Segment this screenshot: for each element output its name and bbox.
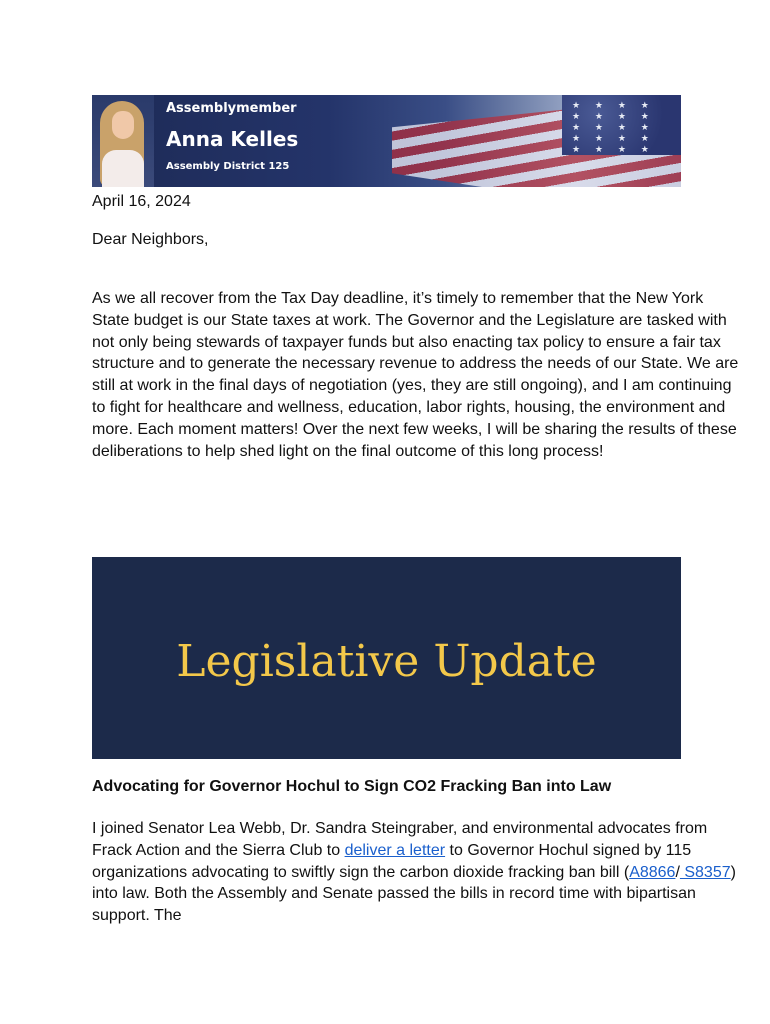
- portrait-body: [102, 150, 144, 187]
- section-body-paragraph: [92, 818, 742, 927]
- deliver-letter-link[interactable]: deliver a letter: [344, 841, 446, 859]
- section-body-text: I joined Senator Lea Webb, Dr. Sandra Steingraber, and environmental advocates from Frack Action and the Sierra Club to: [92, 820, 708, 859]
- flag-stars-graphic: ★ ★ ★ ★ ★ ★ ★ ★ ★ ★ ★ ★ ★ ★ ★ ★ ★ ★ ★ ★: [572, 101, 655, 155]
- legislative-update-banner: [92, 557, 681, 759]
- letter-intro-paragraph: As we all recover from the Tax Day deadline, it’s timely to remember that the New York State budget is our State taxes at work. The Governor and the Legislature are tasked with not only being stewards of taxpayer funds but also enacting tax policy to ensure a fair tax structure and to generate the necessary revenue to address the needs of our State. We are still at work in the final days of negotiation (yes, they are still ongoing), and I am continuing to fight for healthcare and wellness, education, labor rights, housing, the environment and more. Each moment matters! Over the next few weeks, I will be sharing the results of these deliberations to help shed light on the final outcome of this long process!: [92, 290, 739, 460]
- portrait-photo: [92, 95, 154, 187]
- s8357-bill-link[interactable]: S8357: [679, 863, 731, 881]
- section-heading: Advocating for Governor Hochul to Sign CO2 Fracking Ban into Law: [92, 778, 612, 795]
- banner-member-name: Anna Kelles: [166, 127, 299, 151]
- banner-district: Assembly District 125: [166, 161, 290, 172]
- a8866-bill-link[interactable]: A8866: [629, 863, 676, 881]
- section-body-text: to Governor Hochul signed by 115 organizations advocating to swiftly sign the carbon dioxide fracking ban bill (: [92, 841, 692, 881]
- letter-date: April 16, 2024: [92, 193, 191, 210]
- letter-greeting: Dear Neighbors,: [92, 231, 209, 248]
- bill-separator: /: [675, 863, 680, 881]
- portrait-face: [112, 111, 134, 139]
- legislative-update-title: Legislative Update: [176, 635, 597, 687]
- header-banner: [92, 95, 681, 187]
- section-body-text: ) into law. Both the Assembly and Senate passed the bills in record time with bipartisan support. The: [92, 863, 736, 925]
- banner-role-title: Assemblymember: [166, 101, 297, 116]
